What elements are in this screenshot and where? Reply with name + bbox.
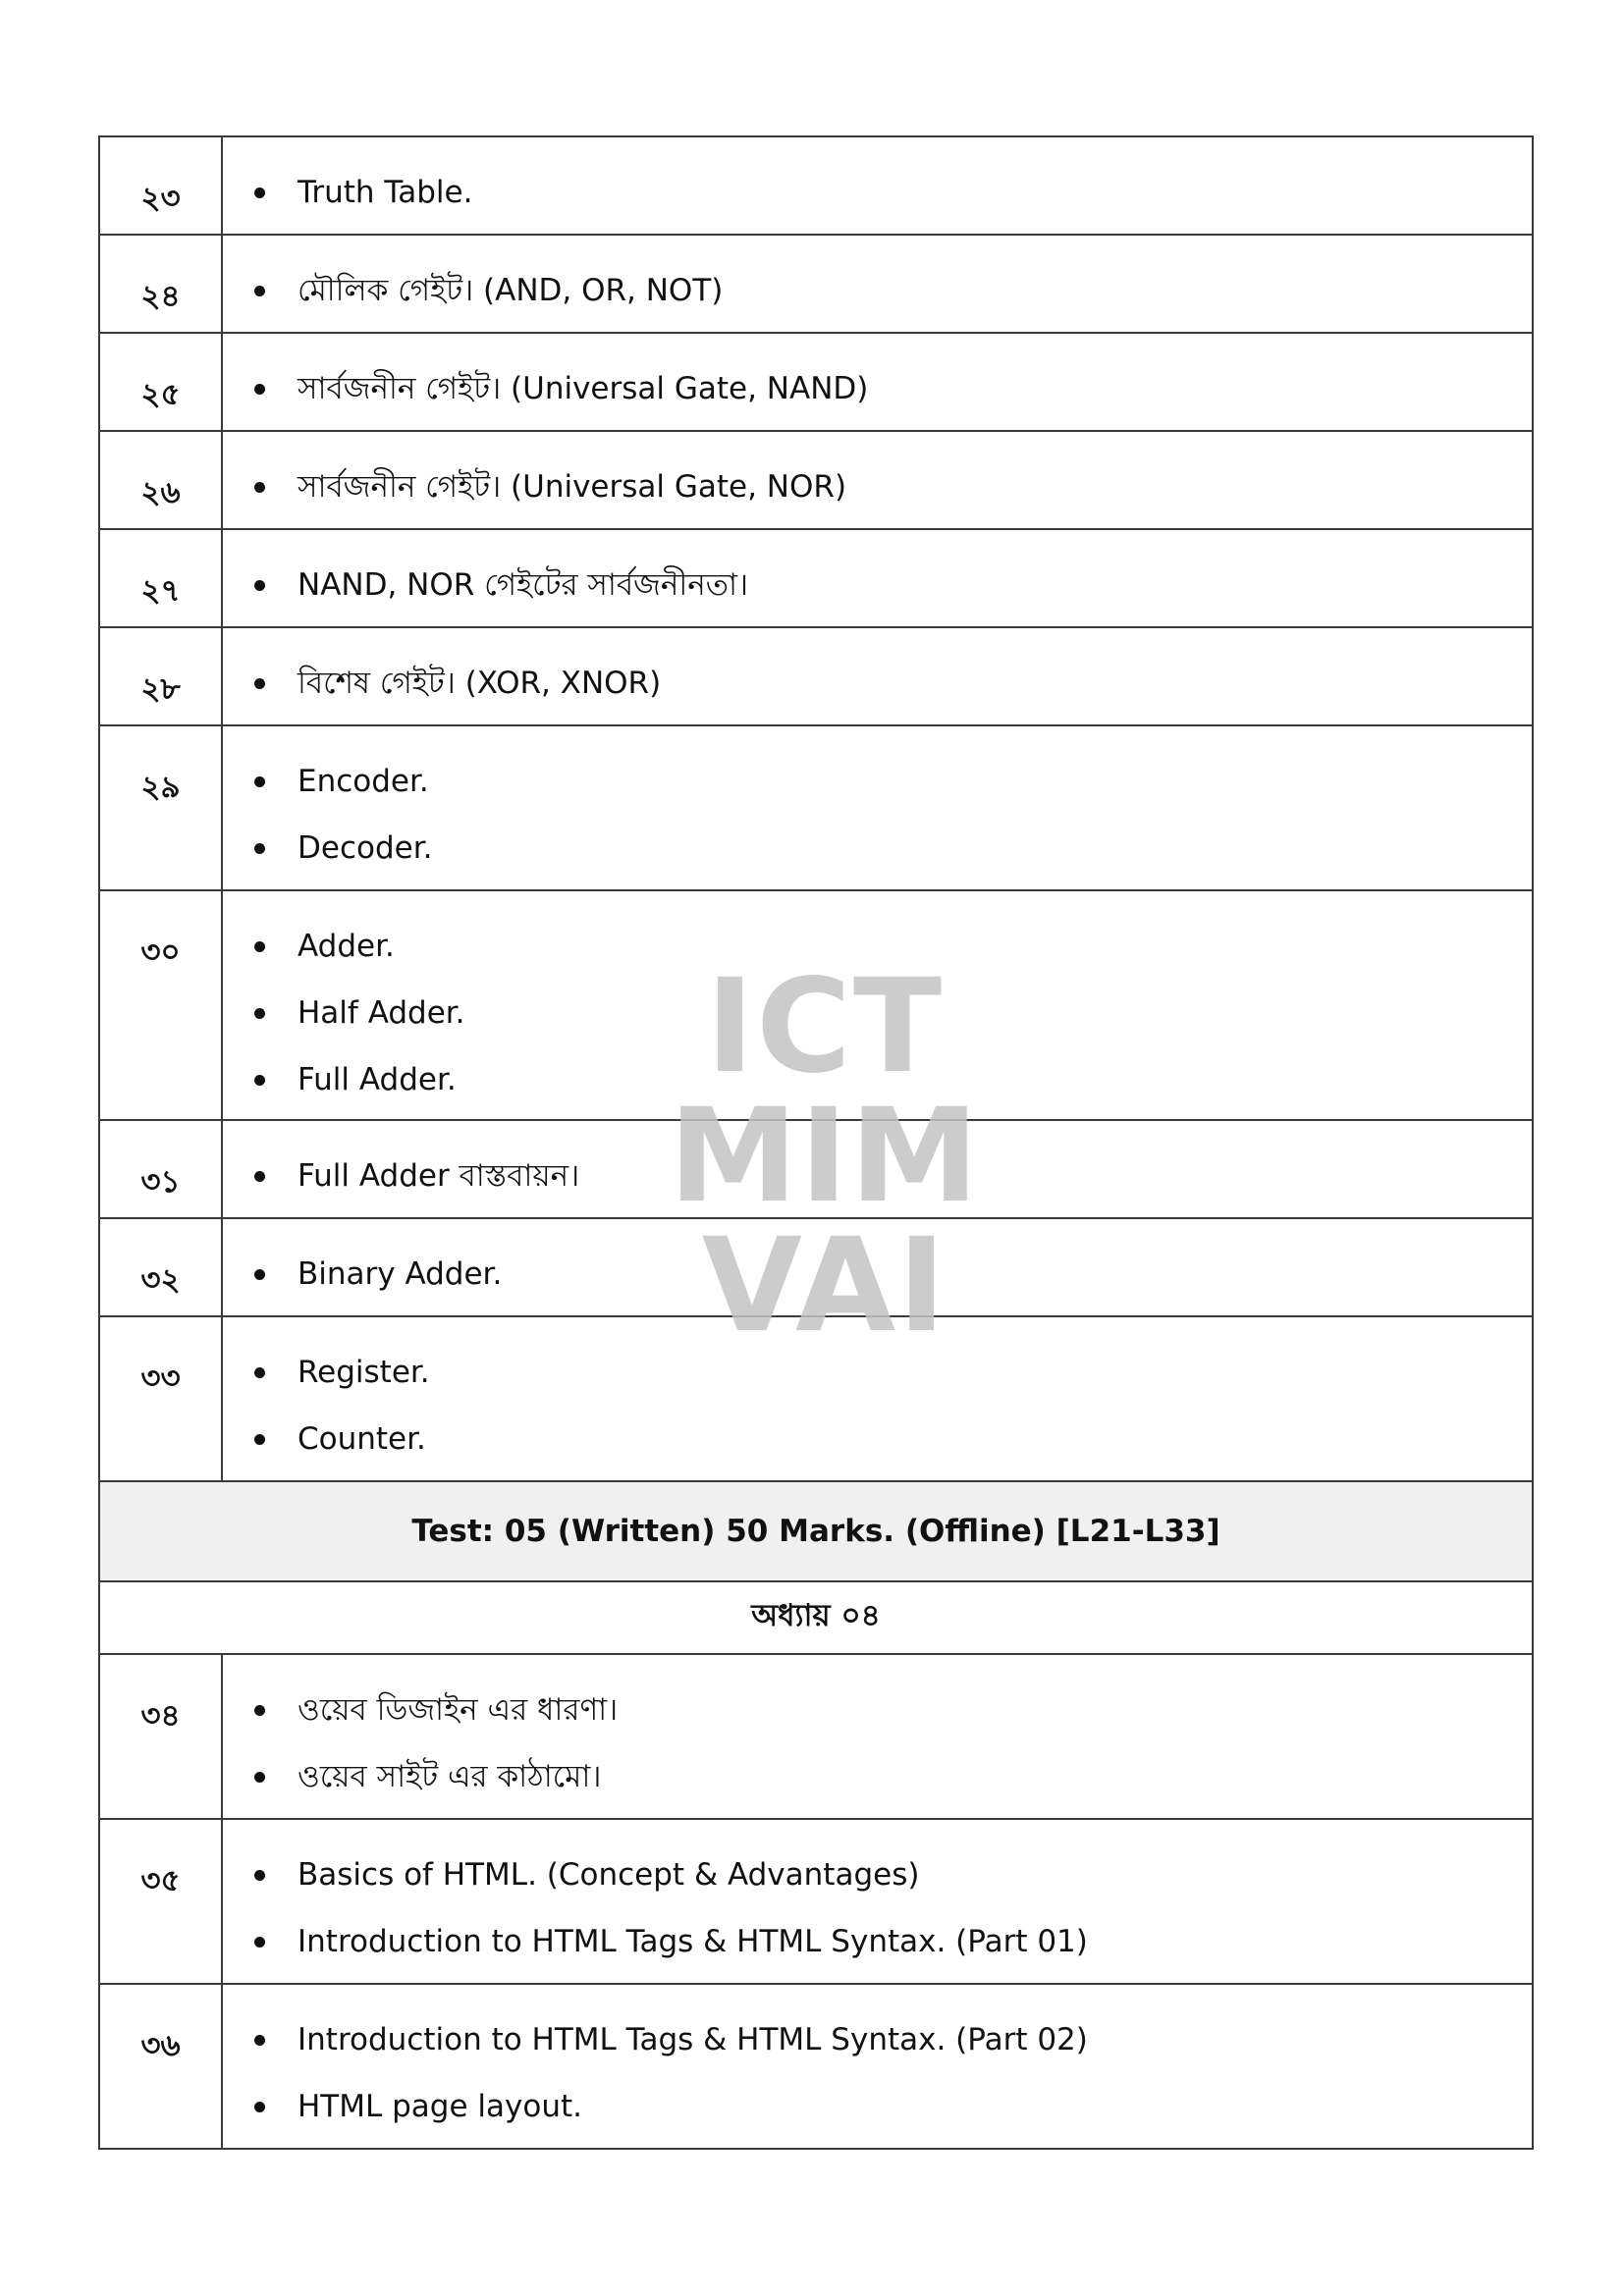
table-row bbox=[99, 431, 1533, 529]
lesson-topics bbox=[222, 627, 1533, 725]
topic-item: Adder. bbox=[298, 913, 1532, 980]
table-row bbox=[99, 1316, 1533, 1481]
topic-item: Half Adder. bbox=[298, 980, 1532, 1046]
lesson-topics bbox=[222, 1654, 1533, 1819]
lesson-number: ৩১ bbox=[99, 1120, 222, 1218]
lesson-topics bbox=[222, 529, 1533, 627]
table-row bbox=[99, 136, 1533, 235]
topic-item: ওয়েব সাইট এর কাঠামো। bbox=[298, 1743, 1532, 1810]
lesson-topics bbox=[222, 235, 1533, 333]
lesson-number: ২৮ bbox=[99, 627, 222, 725]
table-row bbox=[99, 1654, 1533, 1819]
topic-item: Decoder. bbox=[298, 815, 1532, 881]
lesson-number: ৩৩ bbox=[99, 1316, 222, 1481]
lesson-topics bbox=[222, 136, 1533, 235]
test-title: Test: 05 (Written) 50 Marks. (Offline) [L21-L33] bbox=[99, 1481, 1533, 1581]
topic-item: Counter. bbox=[298, 1406, 1532, 1472]
topic-item: Full Adder. bbox=[298, 1046, 1532, 1113]
topic-item: Binary Adder. bbox=[298, 1241, 1532, 1308]
topic-item: Basics of HTML. (Concept & Advantages) bbox=[298, 1842, 1532, 1908]
lesson-number: ২৪ bbox=[99, 235, 222, 333]
topic-item: NAND, NOR গেইটের সার্বজনীনতা। bbox=[298, 552, 1532, 618]
table-row bbox=[99, 529, 1533, 627]
lesson-number: ২৯ bbox=[99, 725, 222, 890]
topic-item: Encoder. bbox=[298, 748, 1532, 815]
topic-item: সার্বজনীন গেইট। (Universal Gate, NOR) bbox=[298, 454, 1532, 520]
topic-item: Introduction to HTML Tags & HTML Syntax. (Part 01) bbox=[298, 1908, 1532, 1975]
topic-item: মৌলিক গেইট। (AND, OR, NOT) bbox=[298, 257, 1532, 324]
topic-item: HTML page layout. bbox=[298, 2073, 1532, 2140]
topic-item: Truth Table. bbox=[298, 159, 1532, 226]
table-row bbox=[99, 1984, 1533, 2149]
lesson-number: ২৩ bbox=[99, 136, 222, 235]
lesson-number: ৩২ bbox=[99, 1218, 222, 1316]
lesson-topics bbox=[222, 1218, 1533, 1316]
table-row bbox=[99, 333, 1533, 431]
watermark-line: ICT bbox=[705, 951, 945, 1102]
table-row bbox=[99, 725, 1533, 890]
topic-item: Register. bbox=[298, 1339, 1532, 1406]
lesson-number: ২৭ bbox=[99, 529, 222, 627]
lesson-number: ২৬ bbox=[99, 431, 222, 529]
topic-item: Full Adder বাস্তবায়ন। bbox=[298, 1143, 1532, 1209]
lesson-number: ৩৬ bbox=[99, 1984, 222, 2149]
lesson-number: ২৫ bbox=[99, 333, 222, 431]
table-row bbox=[99, 1819, 1533, 1984]
lesson-topics bbox=[222, 431, 1533, 529]
lesson-topics bbox=[222, 1316, 1533, 1481]
chapter-row bbox=[99, 1581, 1533, 1654]
topic-item: ওয়েব ডিজাইন এর ধারণা। bbox=[298, 1677, 1532, 1743]
watermark-line: VAI bbox=[701, 1210, 948, 1362]
lesson-topics bbox=[222, 1819, 1533, 1984]
table-row bbox=[99, 1120, 1533, 1218]
topic-item: Introduction to HTML Tags & HTML Syntax. (Part 02) bbox=[298, 2006, 1532, 2073]
lesson-topics bbox=[222, 1984, 1533, 2149]
lesson-topics bbox=[222, 1120, 1533, 1218]
table-row bbox=[99, 627, 1533, 725]
lesson-number: ৩০ bbox=[99, 890, 222, 1120]
chapter-title: অধ্যায় ০৪ bbox=[99, 1581, 1533, 1654]
topic-item: বিশেষ গেইট। (XOR, XNOR) bbox=[298, 650, 1532, 717]
lesson-number: ৩৫ bbox=[99, 1819, 222, 1984]
table-row bbox=[99, 890, 1533, 1120]
table-row bbox=[99, 1218, 1533, 1316]
topic-item: সার্বজনীন গেইট। (Universal Gate, NAND) bbox=[298, 355, 1532, 422]
lesson-topics bbox=[222, 890, 1533, 1120]
test-row bbox=[99, 1481, 1533, 1581]
lesson-topics bbox=[222, 333, 1533, 431]
syllabus-table bbox=[98, 135, 1534, 2150]
table-row bbox=[99, 235, 1533, 333]
lesson-topics bbox=[222, 725, 1533, 890]
lesson-number: ৩৪ bbox=[99, 1654, 222, 1819]
watermark-line: MIM bbox=[669, 1081, 981, 1232]
